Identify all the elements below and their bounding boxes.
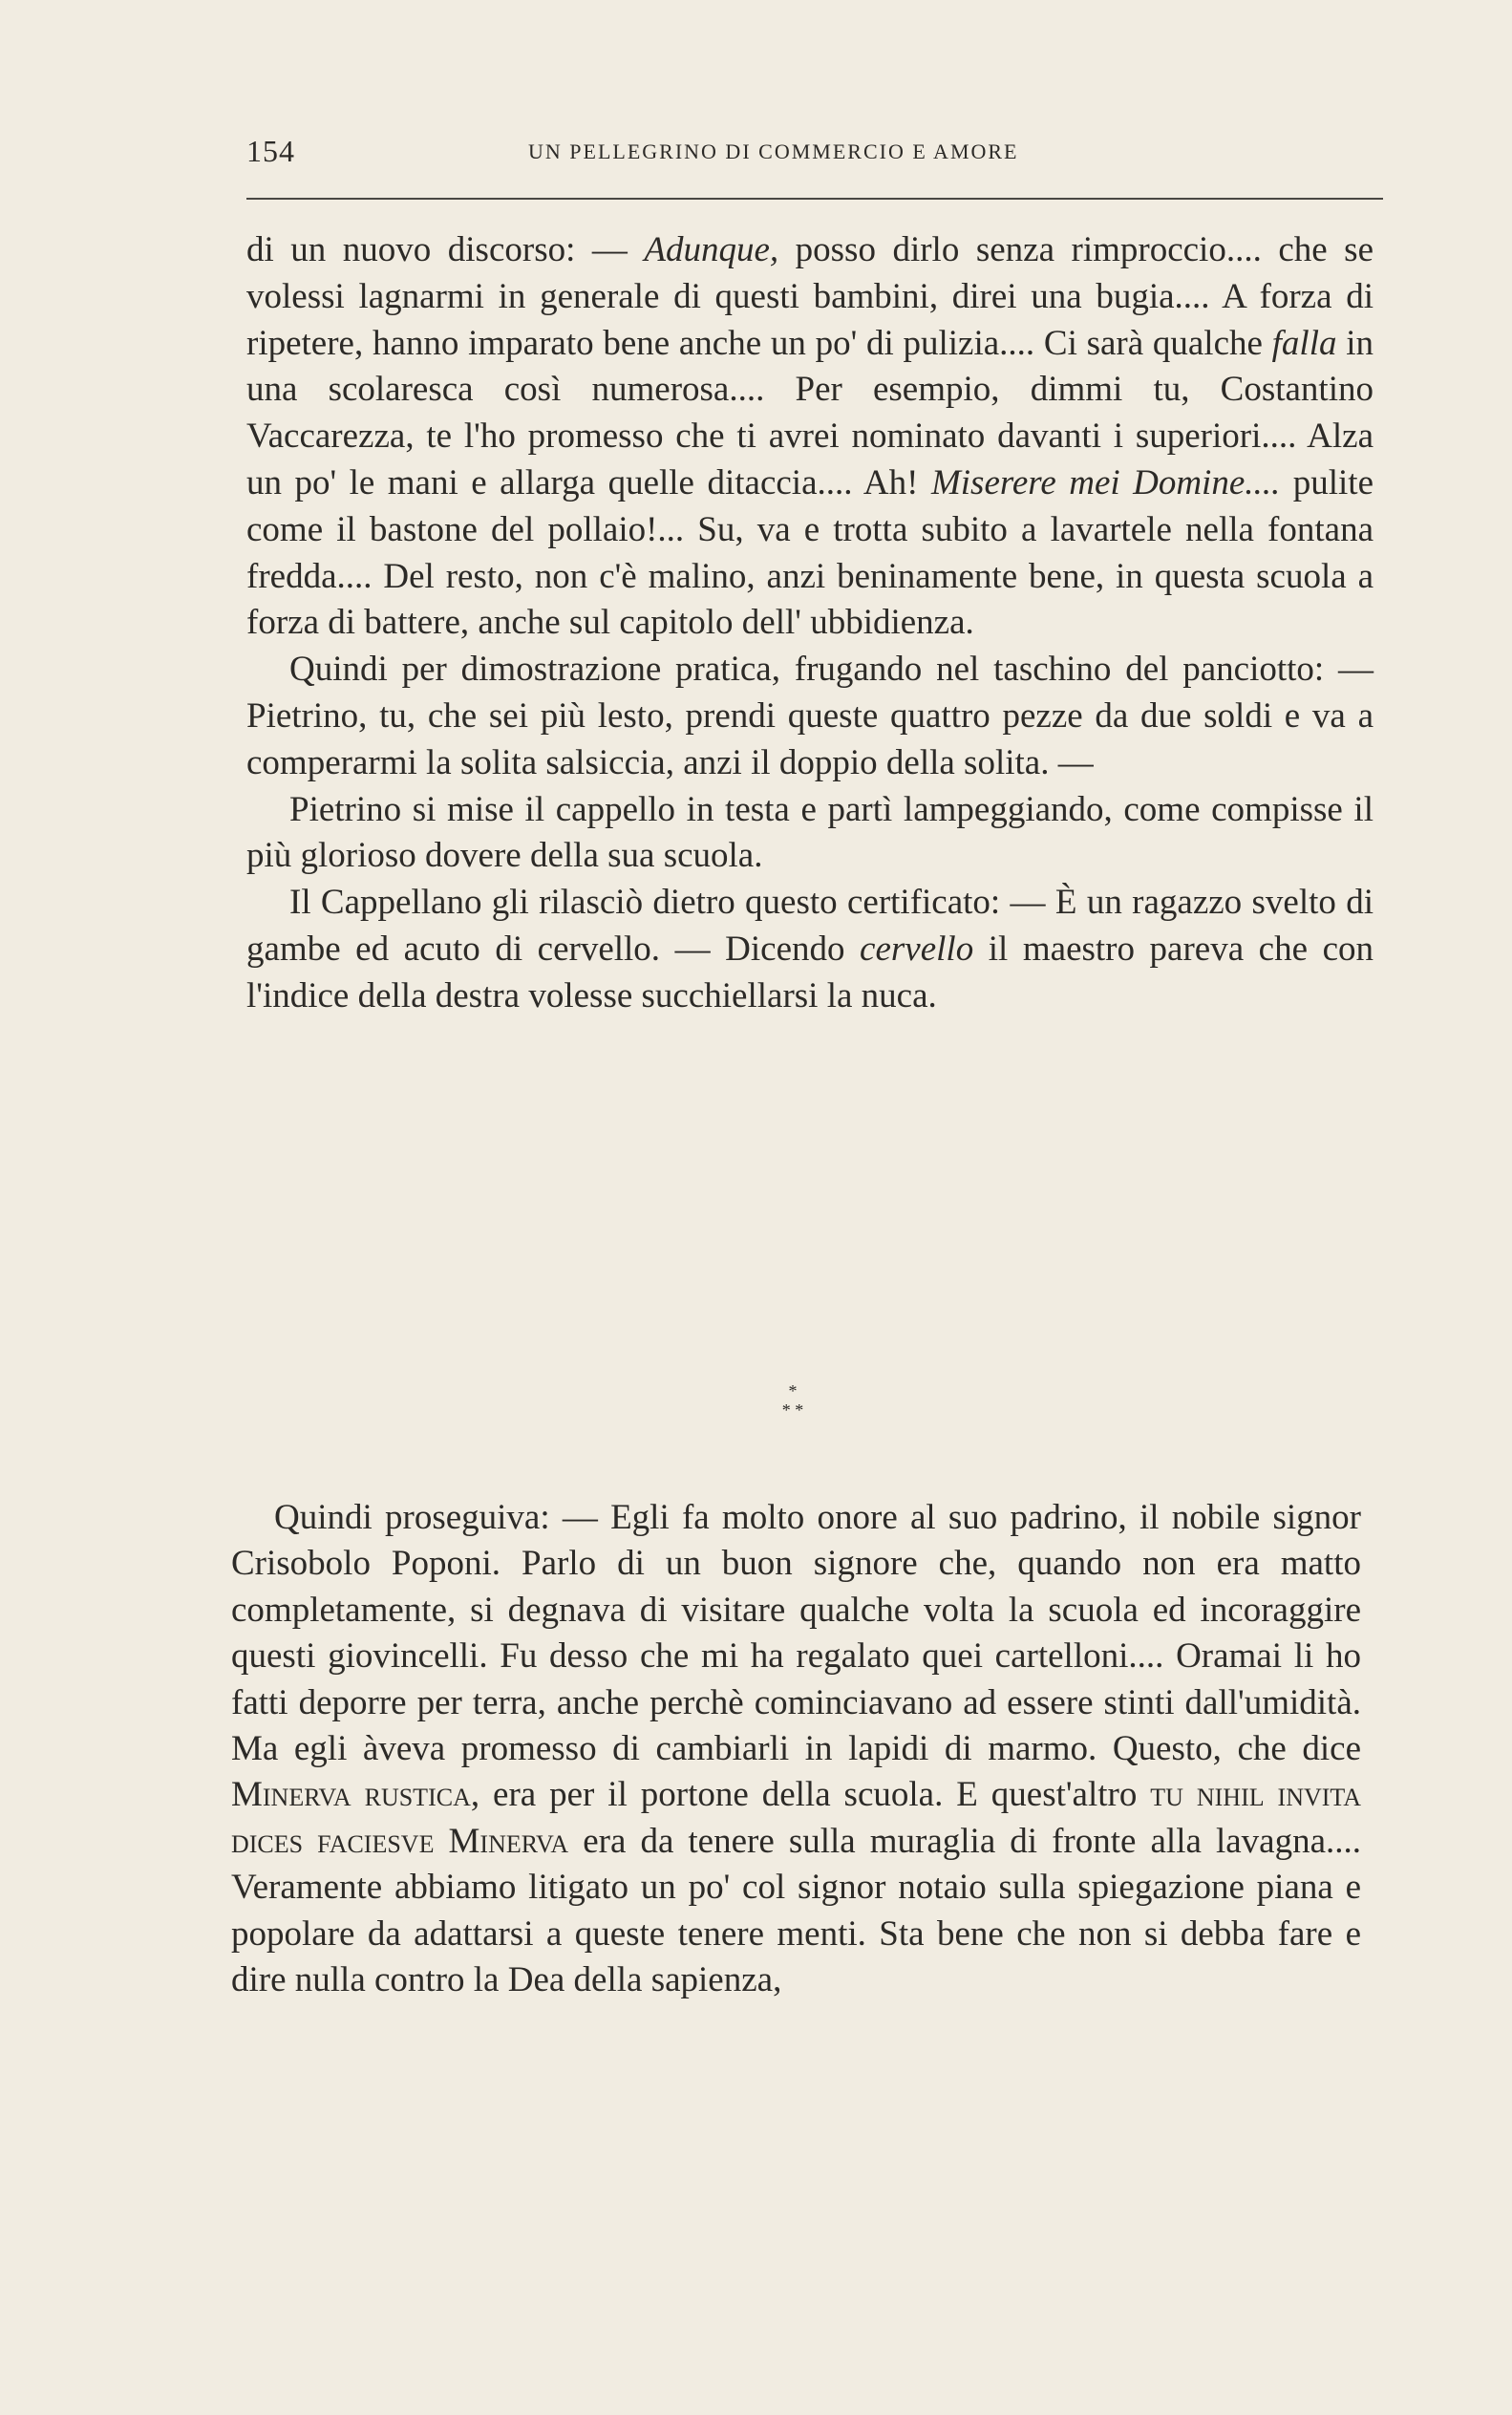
text-run: Pietrino si mise il cappello in testa e partì lampeggiando, come compisse il più glorioso dovere della sua scuola. [246,789,1374,876]
italic-text: Miserere mei Domine.... [930,462,1281,502]
separator-line-2: * * [781,1400,804,1420]
body-text-top [246,227,1374,1020]
paragraph [246,787,1374,881]
paragraph [231,1495,1361,2003]
italic-text: falla [1271,323,1337,363]
paragraph [246,647,1374,786]
text-run: posso dirlo senza rimproccio.... che se volessi lagnarmi in generale di questi bambini, direi una bugia.... A forza di ripetere, hanno imparato bene anche un po' di pulizia.... Ci sarà qualche [246,230,1374,363]
text-run: Il Cappellano gli rilasciò dietro questo certificato: — È un ragazzo svelto di gambe ed acuto di cervello. — Dicendo [246,883,1374,969]
section-separator [764,1381,821,1429]
italic-text: Adunque, [644,230,779,269]
paragraph [246,880,1374,1019]
body-text-bottom [231,1495,1361,2003]
text-run: era da tenere sulla muraglia di fronte alla lavagna.... Veramente abbiamo litigato un po' col signor notaio sulla spiegazione piana e popolare da adattarsi a queste tenere menti. Sta bene che non si debba fare e dire nulla contro la Dea della sapienza, [231,1821,1361,2000]
small-caps-text: tu nihil invita dices faciesve Minerva [231,1775,1361,1861]
text-run: Quindi proseguiva: — Egli fa molto onore al suo padrino, il nobile signor Crisobolo Poponi. Parlo di un buon signore che, quando non era matto completamente, si degnava di visitare qualche volta la scuola ed incoraggire questi giovincelli. Fu desso che mi ha regalato quei cartelloni.... Oramai li ho fatti deporre per terra, anche perchè cominciavano ad essere stinti dall'umidità. Ma egli àveva promesso di cambiarli in lapidi di marmo. Questo, che dice [231,1498,1361,1769]
page-number: 154 [246,134,295,168]
paragraph [246,227,1374,647]
italic-text: cervello [860,929,974,969]
small-caps-text: Minerva rustica [231,1775,471,1815]
text-run: il maestro pareva che con l'indice della destra volesse succhiellarsi la nuca. [246,929,1374,1015]
text-run: pulite come il bastone del pollaio!... Su, va e trotta subito a lavartele nella fontana fredda.... Del resto, non c'è malino, anzi beninamente bene, in questa scuola a forza di battere, anche sul capitolo dell' ubbidienza. [246,462,1374,643]
text-run: in una scolaresca così numerosa.... Per esempio, dimmi tu, Costantino Vaccarezza, te l'ho promesso che ti avrei nominato davanti i superiori.... Alza un po' le mani e allarga quelle ditaccia.... Ah! [246,323,1374,502]
separator-line-1: * [788,1381,798,1400]
running-title: UN PELLEGRINO DI COMMERCIO E AMORE [528,139,1019,163]
text-run: , era per il portone della scuola. E quest'altro [470,1775,1151,1815]
header-rule [246,198,1383,200]
page-header [246,134,1383,172]
text-run: Quindi per dimostrazione pratica, frugando nel taschino del panciotto: — Pietrino, tu, che sei più lesto, prendi queste quattro pezze da due soldi e va a comperarmi la solita salsiccia, anzi il doppio della solita. — [246,650,1374,782]
text-run: di un nuovo discorso: — [246,230,645,269]
